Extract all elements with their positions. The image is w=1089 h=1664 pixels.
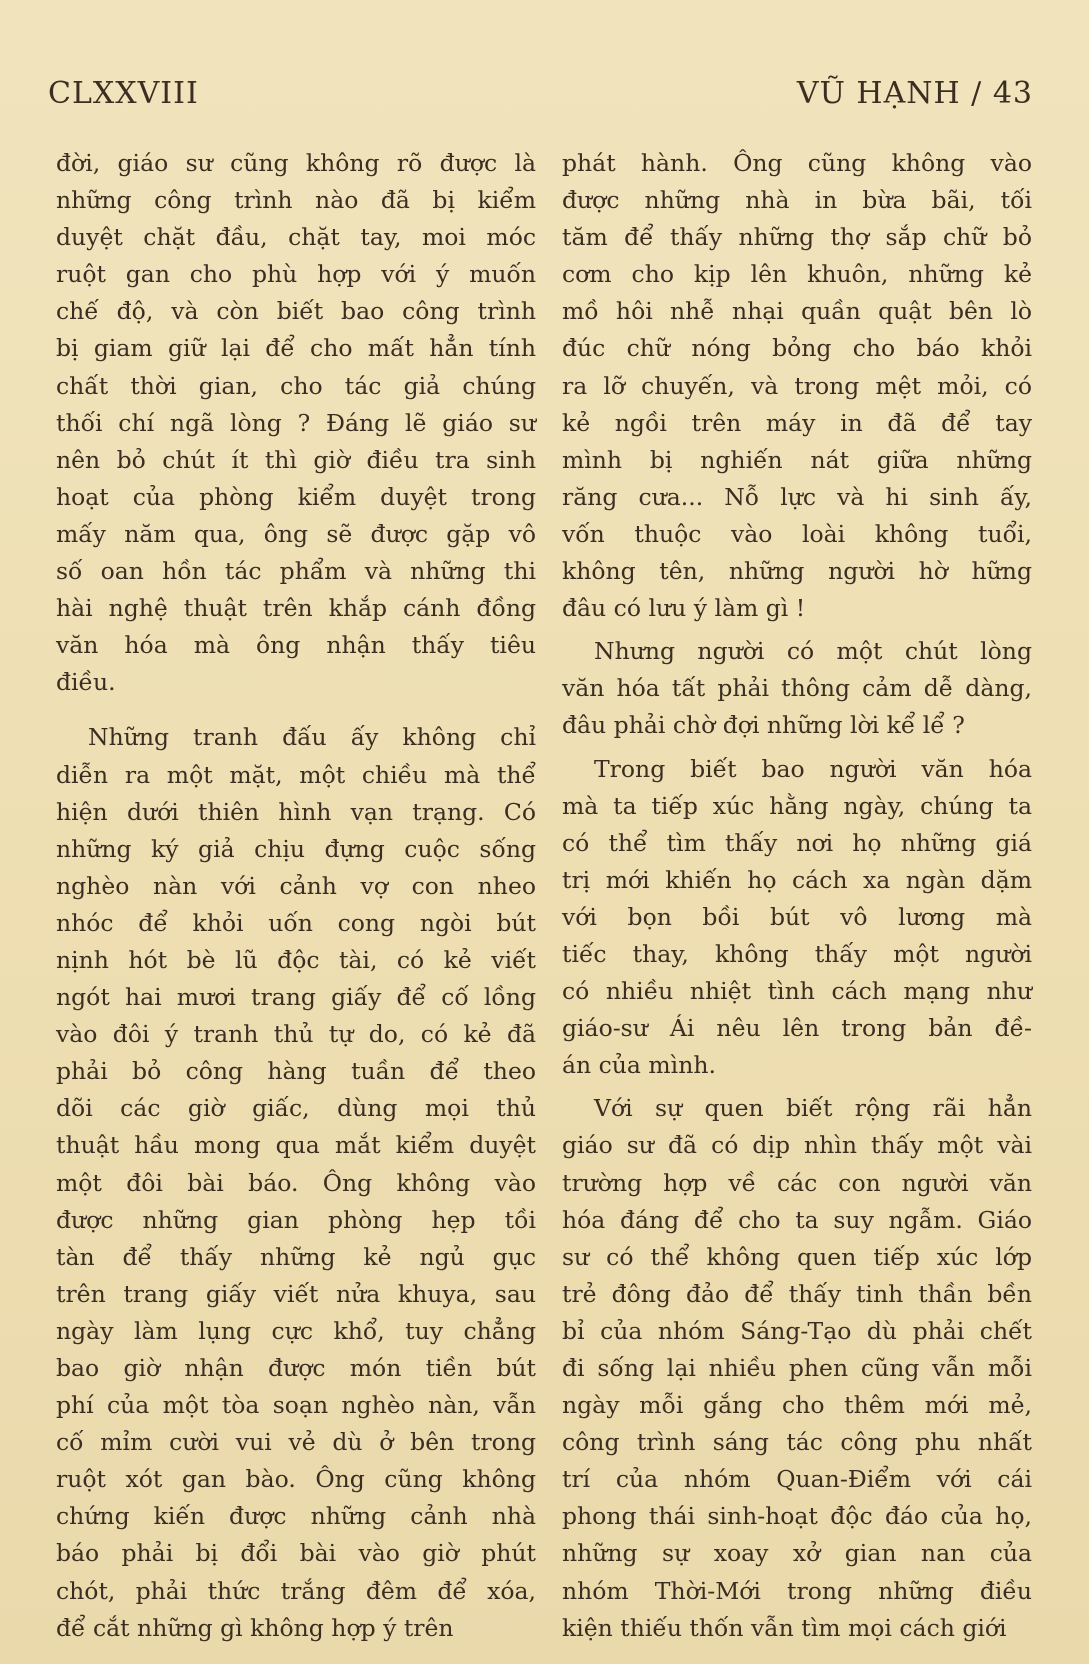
text-line: được những gian phòng hẹp tồi <box>56 1205 536 1234</box>
text-line: số oan hồn tác phẩm và những thi <box>56 557 536 586</box>
text-line: nên bỏ chút ít thì giờ điều tra sinh <box>56 445 536 474</box>
text-line: vốn thuộc vào loài không tuổi, <box>562 519 1032 548</box>
paragraph <box>56 719 536 1646</box>
header-left-numeral: CLXXVIII <box>48 76 199 111</box>
text-line: cơm cho kịp lên khuôn, những kẻ <box>562 260 1032 289</box>
text-line: văn hóa tất phải thông cảm dễ dàng, <box>562 674 1032 703</box>
text-line: mà ta tiếp xúc hằng ngày, chúng ta <box>562 791 1032 820</box>
paragraph <box>562 633 1032 744</box>
text-line: tiếc thay, không thấy một người <box>562 939 1032 968</box>
text-line: những ký giả chịu đựng cuộc sống <box>56 834 536 863</box>
text-line: chất thời gian, cho tác giả chúng <box>56 371 536 400</box>
text-line: được những nhà in bừa bãi, tối <box>562 186 1032 215</box>
text-line: thuật hầu mong qua mắt kiểm duyệt <box>56 1131 536 1160</box>
text-line: trên trang giấy viết nửa khuya, sau <box>56 1279 536 1308</box>
text-line: đời, giáo sư cũng không rõ được là <box>56 149 536 177</box>
text-line: ruột gan cho phù hợp với ý muốn <box>56 260 536 289</box>
text-line: sư có thể không quen tiếp xúc lớp <box>562 1242 1032 1271</box>
text-line: công trình sáng tác công phu nhất <box>562 1428 1032 1457</box>
text-line: giáo sư đã có dịp nhìn thấy một vài <box>562 1131 1032 1160</box>
text-line: đi sống lại nhiều phen cũng vẫn mỗi <box>562 1354 1032 1382</box>
text-line: đâu có lưu ý làm gì ! <box>562 594 806 623</box>
text-line: những công trình nào đã bị kiểm <box>56 186 536 215</box>
text-line: ngót hai mươi trang giấy để cố lồng <box>56 983 536 1012</box>
text-line: giáo-sư Ái nêu lên trong bản đề- <box>562 1014 1032 1043</box>
text-line: ruột xót gan bào. Ông cũng không <box>56 1465 536 1494</box>
text-line: phát hành. Ông cũng không vào <box>562 149 1032 177</box>
text-line: nghèo nàn với cảnh vợ con nheo <box>56 871 536 900</box>
text-line: điều. <box>56 668 116 697</box>
text-line: nhóc để khỏi uốn cong ngòi bút <box>56 908 536 937</box>
text-line: văn hóa mà ông nhận thấy tiêu <box>56 631 536 660</box>
text-line: Với sự quen biết rộng rãi hẳn <box>594 1094 1032 1123</box>
text-line: chứng kiến được những cảnh nhà <box>56 1502 536 1531</box>
paragraph <box>56 145 536 701</box>
text-line: không tên, những người hờ hững <box>562 557 1032 586</box>
text-line: hoạt của phòng kiểm duyệt trong <box>56 482 536 511</box>
text-line: để cắt những gì không hợp ý trên <box>56 1613 454 1642</box>
text-line: ra lỡ chuyến, và trong mệt mỏi, có <box>562 371 1032 400</box>
text-line: nịnh hót bè lũ độc tài, có kẻ viết <box>56 945 536 974</box>
paragraph <box>562 145 1032 627</box>
text-line: duyệt chặt đầu, chặt tay, moi móc <box>56 223 536 252</box>
text-line: hài nghệ thuật trên khắp cánh đồng <box>56 594 536 623</box>
text-line: án của mình. <box>562 1051 716 1080</box>
text-line: trẻ đông đảo để thấy tinh thần bền <box>562 1279 1032 1308</box>
text-line: chót, phải thức trắng đêm để xóa, <box>56 1576 536 1605</box>
text-line: kiện thiếu thốn vẫn tìm mọi cách giới <box>562 1613 1007 1642</box>
text-line: vào đôi ý tranh thủ tự do, có kẻ đã <box>56 1020 536 1049</box>
text-line: trường hợp về các con người văn <box>562 1168 1032 1197</box>
text-line: những sự xoay xở gian nan của <box>562 1539 1032 1568</box>
text-line: mấy năm qua, ông sẽ được gặp vô <box>56 519 536 548</box>
text-line: đúc chữ nóng bỏng cho báo khỏi <box>562 334 1032 363</box>
text-line: ngày mỗi gắng cho thêm mới mẻ, <box>562 1391 1032 1420</box>
text-line: hiện dưới thiên hình vạn trạng. Có <box>56 797 536 826</box>
text-line: Trong biết bao người văn hóa <box>594 754 1032 783</box>
text-line: Những tranh đấu ấy không chỉ <box>88 723 536 752</box>
text-line: nhóm Thời-Mới trong những điều <box>562 1576 1032 1605</box>
page-header <box>48 70 1033 120</box>
text-line: với bọn bồi bút vô lương mà <box>562 902 1032 931</box>
text-line: bị giam giữ lại để cho mất hẳn tính <box>56 334 536 363</box>
paragraph <box>562 1090 1032 1646</box>
text-line: có nhiều nhiệt tình cách mạng như <box>562 977 1032 1006</box>
text-line: một đôi bài báo. Ông không vào <box>56 1168 536 1197</box>
text-line: bao giờ nhận được món tiền bút <box>56 1354 536 1382</box>
header-right-author-page: VŨ HẠNH / 43 <box>796 76 1033 111</box>
text-line: bỉ của nhóm Sáng-Tạo dù phải chết <box>562 1316 1032 1345</box>
text-line: hóa đáng để cho ta suy ngẫm. Giáo <box>562 1205 1032 1234</box>
text-line: Nhưng người có một chút lòng <box>594 637 1032 666</box>
text-line: phong thái sinh-hoạt độc đáo của họ, <box>562 1502 1032 1531</box>
text-line: ngày làm lụng cực khổ, tuy chẳng <box>56 1316 536 1345</box>
text-line: dõi các giờ giấc, dùng mọi thủ <box>56 1094 536 1123</box>
text-line: răng cưa... Nỗ lực và hi sinh ấy, <box>562 482 1032 511</box>
text-line: mình bị nghiến nát giữa những <box>562 445 1032 474</box>
text-line: diễn ra một mặt, một chiều mà thể <box>56 760 536 789</box>
right-column <box>562 145 1032 1647</box>
text-line: kẻ ngồi trên máy in đã để tay <box>562 408 1032 437</box>
text-line: có thể tìm thấy nơi họ những giá <box>562 828 1032 857</box>
left-column <box>56 145 536 1647</box>
text-line: phí của một tòa soạn nghèo nàn, vẫn <box>56 1391 536 1420</box>
text-line: tàn để thấy những kẻ ngủ gục <box>56 1242 536 1271</box>
text-line: tăm để thấy những thợ sắp chữ bỏ <box>562 223 1032 252</box>
text-line: báo phải bị đổi bài vào giờ phút <box>56 1539 536 1568</box>
text-line: phải bỏ công hàng tuần để theo <box>56 1057 536 1086</box>
text-line: đâu phải chờ đợi những lời kể lể ? <box>562 711 965 740</box>
text-line: trí của nhóm Quan-Điểm với cái <box>562 1465 1032 1494</box>
text-line: cố mỉm cười vui vẻ dù ở bên trong <box>56 1428 536 1457</box>
text-line: chế độ, và còn biết bao công trình <box>56 297 536 326</box>
text-line: mồ hôi nhễ nhại quần quật bên lò <box>562 297 1032 326</box>
text-line: trị mới khiến họ cách xa ngàn dặm <box>562 865 1032 894</box>
text-line: thối chí ngã lòng ? Đáng lẽ giáo sư <box>56 408 536 437</box>
paragraph <box>562 751 1032 1085</box>
